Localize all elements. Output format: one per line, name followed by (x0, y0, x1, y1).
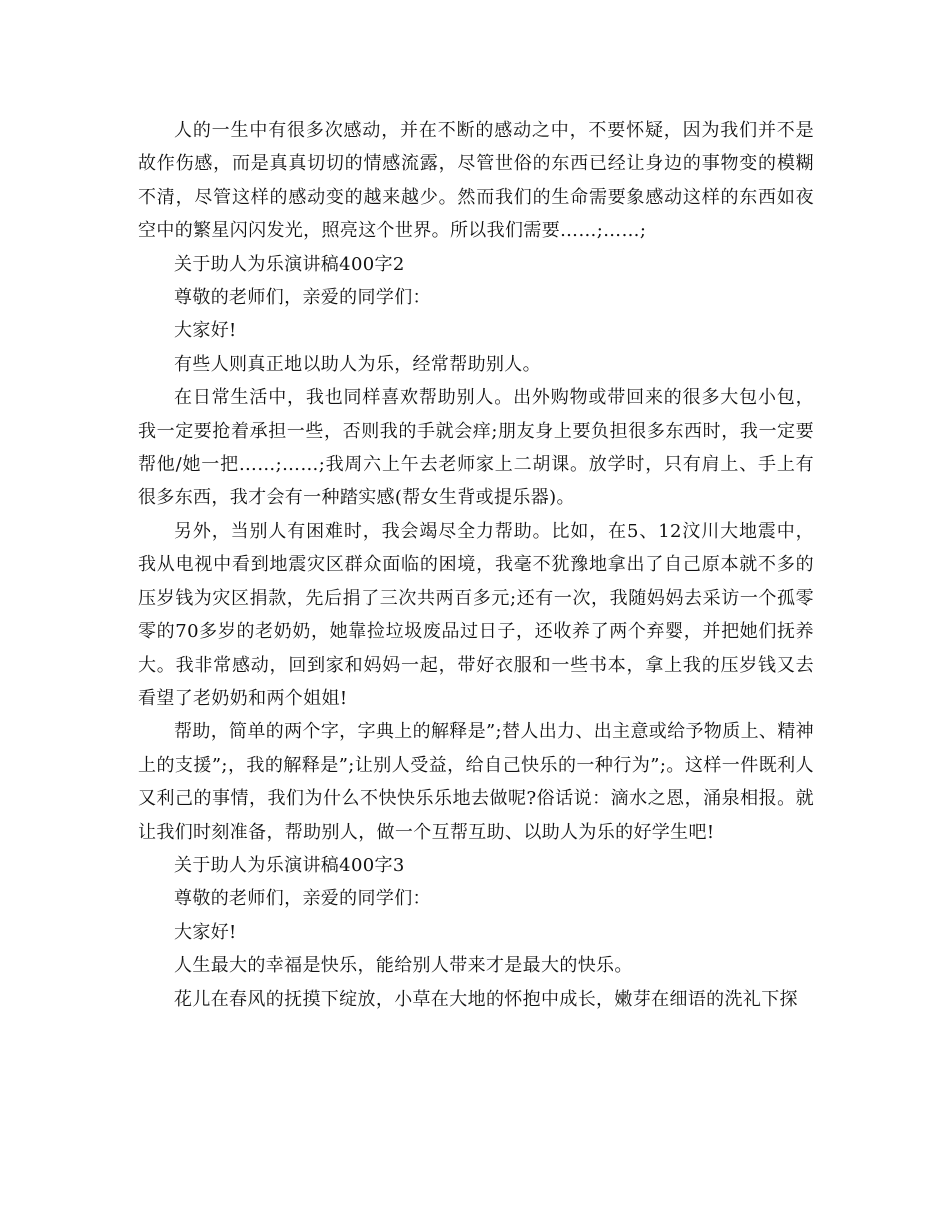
salutation: 尊敬的老师们，亲爱的同学们： (174, 888, 431, 910)
paragraph: 有些人则真正地以助人为乐，经常帮助别人。 (174, 353, 541, 375)
greeting: 大家好! (174, 921, 237, 943)
paragraph: 花儿在春风的抚摸下绽放，小草在大地的怀抱中成长，嫩芽在细语的洗礼下探 (174, 988, 798, 1010)
paragraph: 在日常生活中，我也同样喜欢帮助别人。出外购物或带回来的很多大包小包，我一定要抢着承担一些，否则我的手就会痒;朋友身上要负担很多东西时，我一定要帮他/她一把……;……;我周六上午去老师家上二胡课。放学时，只有肩上、手上有很多东西，我才会有一种踏实感(帮女生背或提乐器)。 (138, 387, 814, 509)
paragraph: 人生最大的幸福是快乐，能给别人带来才是最大的快乐。 (174, 955, 633, 977)
paragraph-intro: 人的一生中有很多次感动，并在不断的感动之中，不要怀疑，因为我们并不是故作伤感，而是真真切切的情感流露，尽管世俗的东西已经让身边的事物变的模糊不清，尽管这样的感动变的越来越少。然而我们的生命需要象感动这样的东西如夜空中的繁星闪闪发光，照亮这个世界。所以我们需要……;……; (138, 120, 814, 242)
greeting: 大家好! (174, 320, 237, 342)
paragraph: 帮助，简单的两个字，字典上的解释是”;替人出力、出主意或给予物质上、精神上的支援”;，我的解释是”;让别人受益，给自己快乐的一种行为”;。这样一件既利人又利己的事情，我们为什么不快快乐乐地去做呢?俗话说：滴水之恩，涌泉相报。就让我们时刻准备，帮助别人，做一个互帮互助、以助人为乐的好学生吧! (138, 721, 814, 843)
section-heading-3: 关于助人为乐演讲稿400字3 (174, 854, 405, 876)
document-page (138, 114, 814, 1016)
section-heading-2: 关于助人为乐演讲稿400字2 (174, 253, 405, 275)
salutation: 尊敬的老师们，亲爱的同学们： (174, 287, 431, 309)
paragraph: 另外，当别人有困难时，我会竭尽全力帮助。比如，在5、12汶川大地震中，我从电视中看到地震灾区群众面临的困境，我毫不犹豫地拿出了自己原本就不多的压岁钱为灾区捐款，先后捐了三次共两百多元;还有一次，我随妈妈去采访一个孤零零的70多岁的老奶奶，她靠捡垃圾废品过日子，还收养了两个弃婴，并把她们抚养大。我非常感动，回到家和妈妈一起，带好衣服和一些书本，拿上我的压岁钱又去看望了老奶奶和两个姐姐! (138, 520, 814, 709)
